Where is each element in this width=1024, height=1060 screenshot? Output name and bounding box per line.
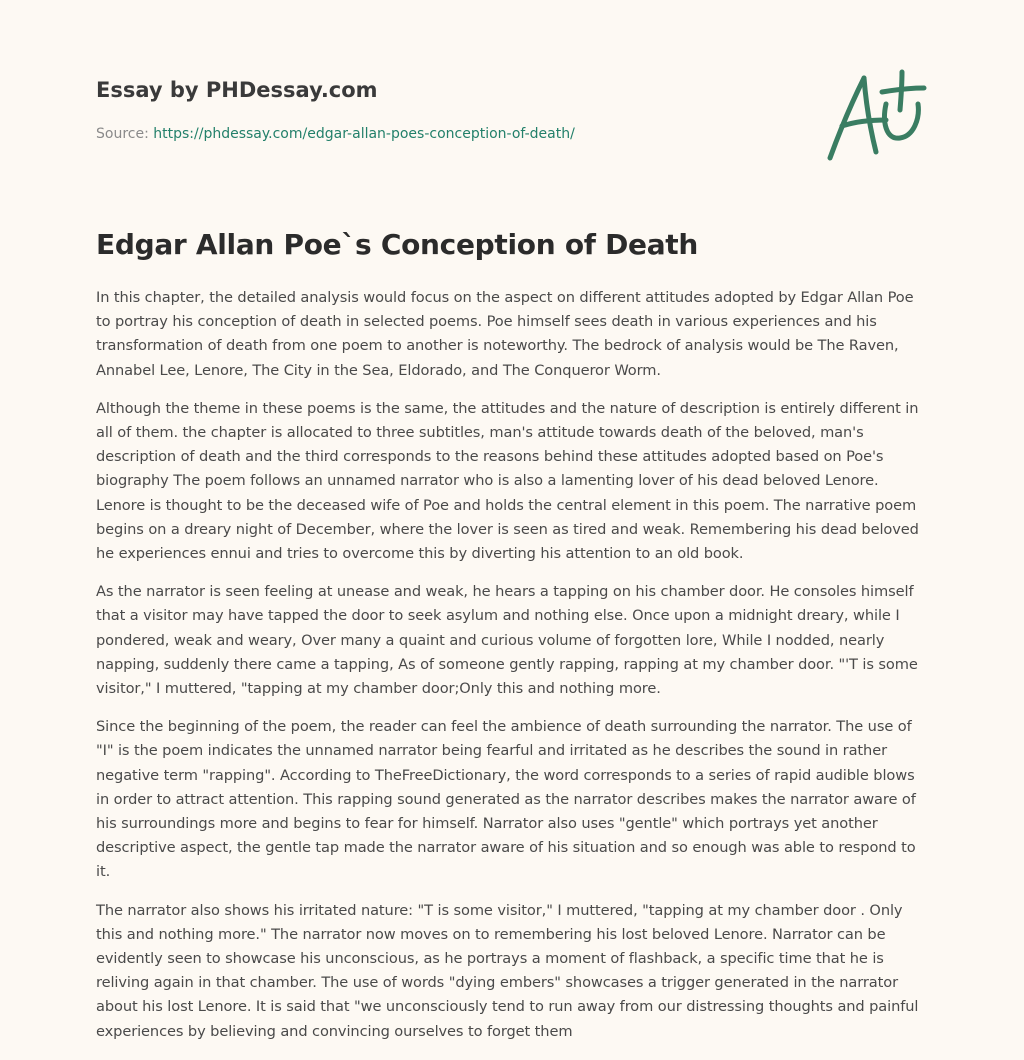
page-header (96, 76, 796, 144)
essay-paragraph: As the narrator is seen feeling at unease and weak, he hears a tapping on his chamber door. He consoles himself that a visitor may have tapped the door to seek asylum and nothing else. Once upon a midnight dreary, while I pondered, weak and weary, Over many a quaint and curious volume of forgotten lore, While I nodded, nearly napping, suddenly there came a tapping, As of someone gently rapping, rapping at my chamber door. "'T is some visitor," I muttered, "tapping at my chamber door;Only this and nothing more. (96, 583, 918, 698)
source-link[interactable]: https://phdessay.com/edgar-allan-poes-conception-of-death/ (153, 126, 575, 142)
essay-paragraph: Although the theme in these poems is the same, the attitudes and the nature of description is entirely different in all of them. the chapter is allocated to three subtitles, man's attitude towards death of the beloved, man's description of death and the third corresponds to the reasons behind these attitudes adopted based on Poe's biography The poem follows an unnamed narrator who is also a lamenting lover of his dead beloved Lenore. Lenore is thought to be the deceased wife of Poe and holds the central element in this poem. The narrative poem begins on a dreary night of December, where the lover is seen as tired and weak. Remembering his dead beloved he experiences ennui and tries to overcome this by diverting his attention to an old book. (96, 399, 919, 563)
essay-paragraph: The narrator also shows his irritated nature: "T is some visitor," I muttered, "tapping at my chamber door . Only this and nothing more." The narrator now moves on to remembering his lost beloved Lenore. Narrator can be evidently seen to showcase his unconscious, as he portrays a moment of flashback, a specific time that he is reliving again in that chamber. The use of words "dying embers" showcases a trigger generated in the narrator about his lost Lenore. It is said that "we unconsciously tend to run away from our distressing thoughts and painful experiences by believing and convincing ourselves to forget them (96, 901, 919, 1040)
site-brand: Essay by PHDessay.com (96, 78, 378, 102)
essay-title: Edgar Allan Poe`s Conception of Death (96, 228, 699, 261)
essay-paragraph: Since the beginning of the poem, the reader can feel the ambience of death surrounding the narrator. The use of "I" is the poem indicates the unnamed narrator being fearful and irritated as he describes the sound in rather negative term "rapping". According to TheFreeDictionary, the word corresponds to a series of rapid audible blows in order to attract attention. This rapping sound generated as the narrator describes makes the narrator aware of his surroundings more and begins to fear for himself. Narrator also uses "gentle" which portrays yet another descriptive aspect, the gentle tap made the narrator aware of his situation and so enough was able to respond to it. (96, 718, 916, 881)
a-plus-logo-icon (820, 66, 930, 166)
essay-paragraph: In this chapter, the detailed analysis would focus on the aspect on different attitudes adopted by Edgar Allan Poe to portray his conception of death in selected poems. Poe himself sees death in various experiences and his transformation of death from one poem to another is noteworthy. The bedrock of analysis would be The Raven, Annabel Lee, Lenore, The City in the Sea, Eldorado, and The Conqueror Worm. (96, 289, 914, 379)
source-line (96, 124, 796, 144)
source-label: Source: (96, 126, 154, 142)
essay-body (96, 286, 932, 1058)
